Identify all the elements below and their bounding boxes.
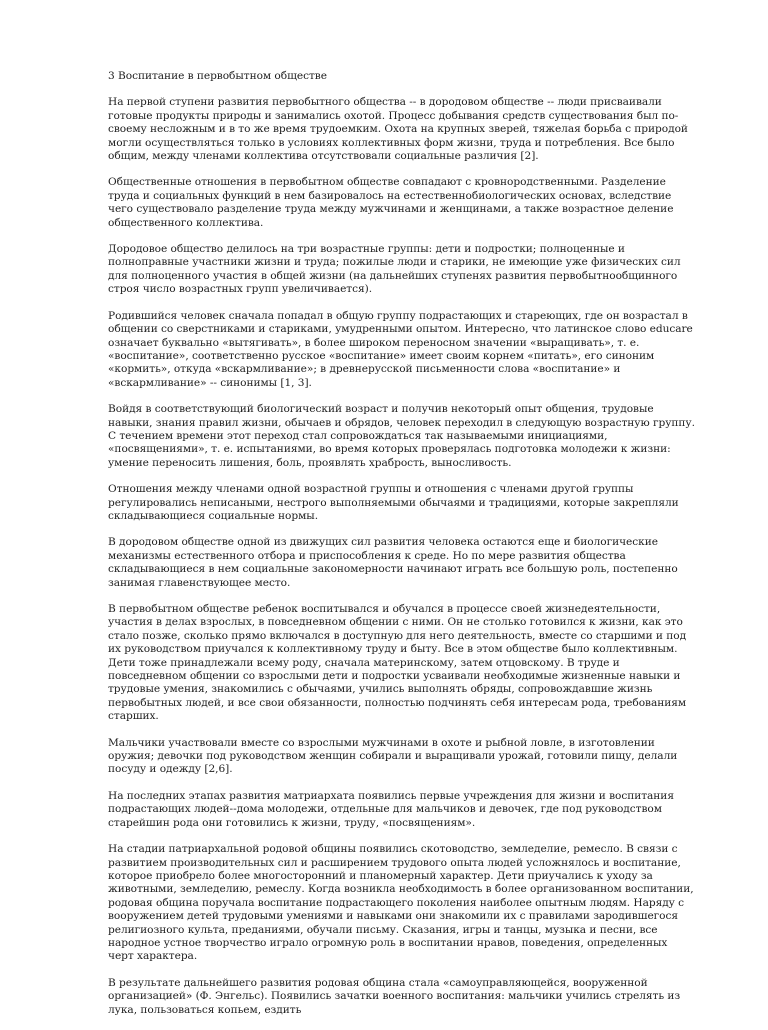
paragraph-7: В дородовом обществе одной из движущих сил развития человека остаются еще и биологические механизмы естественного отбора и приспособления к среде. Но по мере развития общества складывающиеся в нем социальные закономерности начинают играть все большую роль, постепенно занимая главенствующее место. <box>108 536 678 589</box>
document-page <box>108 70 695 1030</box>
paragraph-9: Мальчики участвовали вместе со взрослыми мужчинами в охоте и рыбной ловле, в изготовлении оружия; девочки под руководством женщин собирали и выращивали урожай, готовили пищу, делали посуду и одежду [2,6]. <box>108 736 678 776</box>
paragraph-11: На стадии патриархальной родовой общины появились скотоводство, земледелие, ремесло. В связи с развитием производительных сил и расширением трудового опыта людей усложнялось и воспитание, которое приобрело более многосторонний и планомерный характер. Дети приучались к уходу за животными, земледелию, ремеслу. Когда возникла необходимость в более организованном воспитании, родовая община поручала воспитание подрастающего поколения наиболее опытным людям. Наряду с вооружением детей трудовыми умениями и навыками они знакомили их с правилами зародившегося религиозного культа, преданиями, обучали письму. Сказания, игры и танцы, музыка и песни, все народное устное творчество играло огромную роль в воспитании нравов, поведения, определенных черт характера. <box>108 843 694 963</box>
paragraph-12: В результате дальнейшего развития родовая община стала «самоуправляющейся, вооруженной организацией» (Ф. Энгельс). Появились зачатки военного воспитания: мальчики учились стрелять из лука, пользоваться копьем, ездить <box>108 976 681 1016</box>
paragraph-5: Войдя в соответствующий биологический возраст и получив некоторый опыт общения, трудовые навыки, знания правил жизни, обычаев и обрядов, человек переходил в следующую возрастную группу. С течением времени этот переход стал сопровождаться так называемыми инициациями, «посвящениями», т. е. испытаниями, во время которых проверялась подготовка молодежи к жизни: умение переносить лишения, боль, проявлять храбрость, выносливость. <box>108 403 695 469</box>
paragraph-10: На последних этапах развития матриархата появились первые учреждения для жизни и воспитания подрастающих людей--дома молодежи, отдельные для мальчиков и девочек, где под руководством старейшин рода они готовились к жизни, труду, «посвящениям». <box>108 789 674 829</box>
paragraph-6: Отношения между членами одной возрастной группы и отношения с членами другой группы регулировались неписаными, нестрого выполняемыми обычаями и традициями, которые закрепляли складывающиеся социальные нормы. <box>108 483 679 522</box>
section-title: 3 Воспитание в первобытном обществе <box>108 70 327 82</box>
paragraph-3: Дородовое общество делилось на три возрастные группы: дети и подростки; полноценные и полноправные участники жизни и труда; пожилые люди и старики, не имеющие уже физических сил для полноценного участия в общей жизни (на дальнейших ступенях развития первобытнообщинного строя число возрастных групп увеличивается). <box>108 243 681 296</box>
paragraph-1: На первой ступени развития первобытного общества -- в дородовом обществе -- люди присваивали готовые продукты природы и занимались охотой. Процесс добывания средств существования был по-своему несложным и в то же время трудоемким. Охота на крупных зверей, тяжелая борьба с природой могли осуществляться только в условиях коллективных форм жизни, труда и потребления. Все было общим, между членами коллектива отсутствовали социальные различия [2]. <box>108 96 688 163</box>
paragraph-2: Общественные отношения в первобытном обществе совпадают с кровнородственными. Разделение труда и социальных функций в нем базировалось на естественнобиологических основах, вследствие чего существовало разделение труда между мужчинами и женщинами, а также возрастное деление общественного коллектива. <box>108 176 674 229</box>
paragraph-4: Родившийся человек сначала попадал в общую группу подрастающих и стареющих, где он возрастал в общении со сверстниками и стариками, умудренными опытом. Интересно, что латинское слово educare означает буквально «вытягивать», в более широком переносном значении «выращивать», т. е. «воспитание», соответственно русское «воспитание» имеет своим корнем «питать», его синоним «кормить», откуда «вскармливание»; в древнерусской письменности слова «воспитание» и «вскармливание» -- синонимы [1, 3]. <box>108 309 693 389</box>
paragraph-8: В первобытном обществе ребенок воспитывался и обучался в процессе своей жизнедеятельности, участия в делах взрослых, в повседневном общении с ними. Он не столько готовился к жизни, как это стало позже, сколько прямо включался в доступную для него деятельность, вместе со старшими и под их руководством приучался к коллективному труду и быту. Все в этом обществе было коллективным. Дети тоже принадлежали всему роду, сначала материнскому, затем отцовскому. В труде и повседневном общении со взрослыми дети и подростки усваивали необходимые жизненные навыки и трудовые умения, знакомились с обычаями, учились выполнять обряды, сопровождавшие жизнь первобытных людей, и все свои обязанности, полностью подчинять себя интересам рода, требованиям старших. <box>108 603 687 723</box>
